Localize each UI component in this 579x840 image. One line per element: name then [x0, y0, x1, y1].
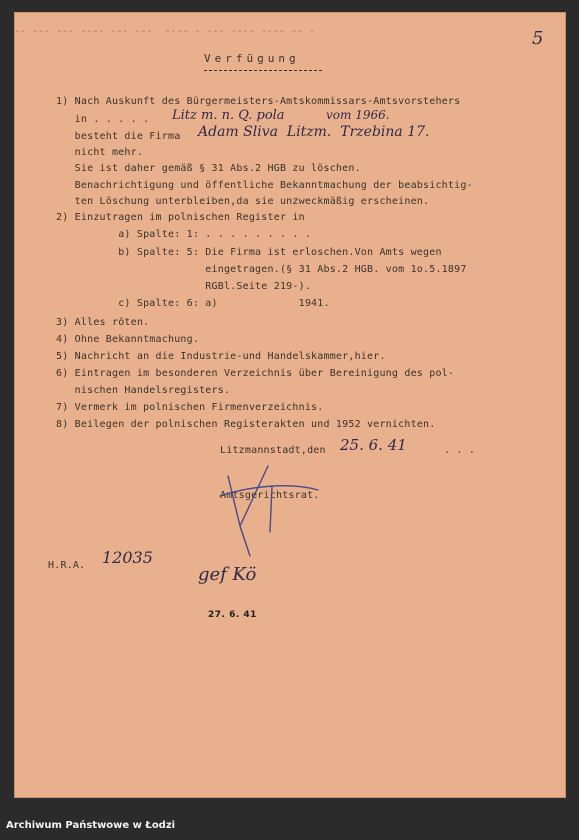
line-15: 4) Ohne Bekanntmachung.: [56, 334, 200, 345]
hra-label: H.R.A.: [48, 560, 86, 571]
handwritten-vom: vom 1966.: [326, 108, 390, 122]
archive-name: Archiwum Państwowe w Łodzi: [6, 820, 176, 831]
title-underline: [204, 70, 322, 71]
line-5: Sie ist daher gemäß § 31 Abs.2 HGB zu löschen.: [56, 163, 361, 174]
handwritten-page-number: 5: [532, 28, 544, 49]
handwritten-firm: Adam Sliva Litzm. Trzebina 17.: [198, 124, 430, 140]
place-date-dots: . . .: [444, 445, 476, 456]
line-13: c) Spalte: 6: a) 1941.: [56, 298, 330, 309]
signature-label: Amtsgerichtsrat.: [220, 490, 320, 501]
line-2: in . . . . .: [56, 114, 150, 125]
date-stamp: 27. 6. 41: [208, 610, 257, 620]
handwritten-hra-number: 12035: [102, 548, 153, 567]
line-12: RGBl.Seite 219-).: [56, 281, 312, 292]
line-18: nischen Handelsregisters.: [56, 385, 231, 396]
line-17: 6) Eintragen im besonderen Verzeichnis über Bereinigung des pol-: [56, 368, 455, 379]
handwritten-initials: gef Kö: [198, 564, 257, 585]
line-20: 8) Beilegen der polnischen Registerakten und 1952 vernichten.: [56, 419, 436, 430]
line-14: 3) Alles röten.: [56, 317, 150, 328]
line-8: 2) Einzutragen im polnischen Register in: [56, 212, 305, 223]
line-9: a) Spalte: 1: . . . . . . . . .: [56, 229, 312, 240]
line-10: b) Spalte: 5: Die Firma ist erloschen.Von Amts wegen: [56, 247, 442, 258]
document-page: [14, 12, 566, 798]
line-19: 7) Vermerk im polnischen Firmenverzeichnis.: [56, 402, 324, 413]
line-3: besteht die Firma: [56, 131, 181, 142]
line-11: eingetragen.(§ 31 Abs.2 HGB. vom 1o.5.1897: [56, 264, 467, 275]
place-date-label: Litzmannstadt,den: [220, 445, 326, 456]
scan-header-noise: -- --- --- ---- --- --- ---- - --- ---- ---- -- -: [14, 26, 316, 37]
archive-footer-bar: [0, 798, 579, 840]
line-6: Benachrichtigung und öffentliche Bekanntmachung der beabsichtig-: [56, 180, 473, 191]
line-16: 5) Nachricht an die Industrie-und Handelskammer,hier.: [56, 351, 386, 362]
line-4: nicht mehr.: [56, 147, 144, 158]
signature-scribble-icon: [210, 456, 330, 566]
line-1: 1) Nach Auskunft des Bürgermeisters-Amtskommissars-Amtsvorstehers: [56, 96, 461, 107]
document-title: Verfügung: [204, 52, 300, 65]
handwritten-place: Litz m. n. Q. pola: [172, 108, 285, 123]
handwritten-date: 25. 6. 41: [340, 436, 407, 454]
line-7: ten Löschung unterbleiben,da sie unzweckmäßig erscheinen.: [56, 196, 430, 207]
